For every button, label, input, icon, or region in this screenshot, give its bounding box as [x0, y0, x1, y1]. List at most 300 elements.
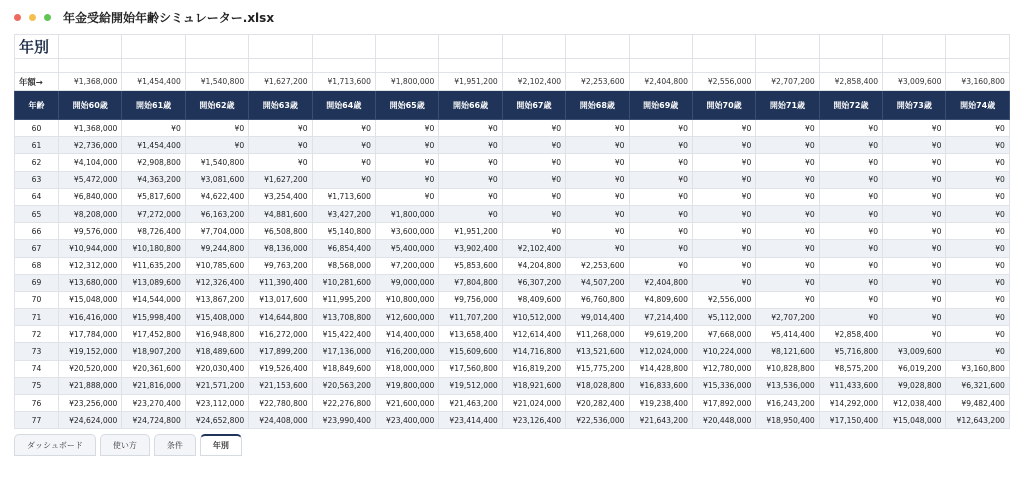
cumulative-amount-cell[interactable]: ¥0 — [312, 137, 375, 154]
cumulative-amount-cell[interactable]: ¥18,950,400 — [756, 412, 819, 429]
cumulative-amount-cell[interactable]: ¥5,400,000 — [375, 240, 438, 257]
cumulative-amount-cell[interactable]: ¥12,600,000 — [375, 309, 438, 326]
empty-cell[interactable] — [185, 59, 248, 73]
cumulative-amount-cell[interactable]: ¥15,408,000 — [185, 309, 248, 326]
cumulative-amount-cell[interactable]: ¥0 — [502, 205, 565, 222]
cumulative-amount-cell[interactable]: ¥2,404,800 — [629, 274, 692, 291]
empty-cell[interactable] — [249, 35, 312, 59]
start-age-header[interactable]: 開始65歳 — [375, 91, 438, 120]
cumulative-amount-cell[interactable]: ¥19,526,400 — [249, 360, 312, 377]
cumulative-amount-cell[interactable]: ¥0 — [883, 120, 946, 137]
cumulative-amount-cell[interactable]: ¥0 — [946, 291, 1009, 308]
cumulative-amount-cell[interactable]: ¥0 — [375, 171, 438, 188]
minimize-window-button[interactable] — [29, 14, 36, 21]
cumulative-amount-cell[interactable]: ¥0 — [629, 154, 692, 171]
cumulative-amount-cell[interactable]: ¥21,888,000 — [59, 377, 122, 394]
cumulative-amount-cell[interactable]: ¥7,804,800 — [439, 274, 502, 291]
cumulative-amount-cell[interactable]: ¥0 — [946, 137, 1009, 154]
cumulative-amount-cell[interactable]: ¥0 — [883, 326, 946, 343]
age-cell[interactable]: 68 — [15, 257, 59, 274]
cumulative-amount-cell[interactable]: ¥8,121,600 — [756, 343, 819, 360]
cumulative-amount-cell[interactable]: ¥0 — [122, 120, 185, 137]
cumulative-amount-cell[interactable]: ¥0 — [502, 137, 565, 154]
cumulative-amount-cell[interactable]: ¥14,428,800 — [629, 360, 692, 377]
cumulative-amount-cell[interactable]: ¥0 — [946, 326, 1009, 343]
cumulative-amount-cell[interactable]: ¥0 — [566, 223, 629, 240]
empty-cell[interactable] — [122, 59, 185, 73]
cumulative-amount-cell[interactable]: ¥0 — [756, 137, 819, 154]
cumulative-amount-cell[interactable]: ¥0 — [692, 154, 755, 171]
cumulative-amount-cell[interactable]: ¥0 — [883, 274, 946, 291]
cumulative-amount-cell[interactable]: ¥0 — [883, 257, 946, 274]
cumulative-amount-cell[interactable]: ¥0 — [566, 188, 629, 205]
cumulative-amount-cell[interactable]: ¥7,214,400 — [629, 309, 692, 326]
annual-amount-cell[interactable]: ¥2,556,000 — [692, 73, 755, 91]
age-cell[interactable]: 74 — [15, 360, 59, 377]
cumulative-amount-cell[interactable]: ¥1,540,800 — [185, 154, 248, 171]
cumulative-amount-cell[interactable]: ¥15,998,400 — [122, 309, 185, 326]
cumulative-amount-cell[interactable]: ¥15,775,200 — [566, 360, 629, 377]
cumulative-amount-cell[interactable]: ¥0 — [883, 171, 946, 188]
cumulative-amount-cell[interactable]: ¥13,680,000 — [59, 274, 122, 291]
sheet-tab[interactable]: 使い方 — [100, 434, 150, 456]
cumulative-amount-cell[interactable]: ¥0 — [946, 205, 1009, 222]
cumulative-amount-cell[interactable]: ¥23,400,000 — [375, 412, 438, 429]
cumulative-amount-cell[interactable]: ¥0 — [819, 137, 882, 154]
annual-amount-cell[interactable]: ¥3,009,600 — [883, 73, 946, 91]
cumulative-amount-cell[interactable]: ¥17,784,000 — [59, 326, 122, 343]
cumulative-amount-cell[interactable]: ¥4,204,800 — [502, 257, 565, 274]
start-age-header[interactable]: 開始74歳 — [946, 91, 1009, 120]
cumulative-amount-cell[interactable]: ¥7,272,000 — [122, 205, 185, 222]
cumulative-amount-cell[interactable]: ¥0 — [566, 205, 629, 222]
annual-label-cell[interactable]: 年額→ — [15, 73, 59, 91]
cumulative-amount-cell[interactable]: ¥20,563,200 — [312, 377, 375, 394]
cumulative-amount-cell[interactable]: ¥0 — [439, 137, 502, 154]
empty-cell[interactable] — [692, 35, 755, 59]
cumulative-amount-cell[interactable]: ¥21,463,200 — [439, 395, 502, 412]
cumulative-amount-cell[interactable]: ¥0 — [629, 171, 692, 188]
cumulative-amount-cell[interactable]: ¥13,708,800 — [312, 309, 375, 326]
cumulative-amount-cell[interactable]: ¥3,160,800 — [946, 360, 1009, 377]
cumulative-amount-cell[interactable]: ¥0 — [439, 154, 502, 171]
start-age-header[interactable]: 開始69歳 — [629, 91, 692, 120]
cumulative-amount-cell[interactable]: ¥3,600,000 — [375, 223, 438, 240]
cumulative-amount-cell[interactable]: ¥0 — [629, 205, 692, 222]
empty-cell[interactable] — [819, 59, 882, 73]
cumulative-amount-cell[interactable]: ¥0 — [819, 274, 882, 291]
cumulative-amount-cell[interactable]: ¥0 — [375, 154, 438, 171]
cumulative-amount-cell[interactable]: ¥0 — [946, 188, 1009, 205]
cumulative-amount-cell[interactable]: ¥5,817,600 — [122, 188, 185, 205]
cumulative-amount-cell[interactable]: ¥8,136,000 — [249, 240, 312, 257]
cumulative-amount-cell[interactable]: ¥0 — [756, 274, 819, 291]
maximize-window-button[interactable] — [44, 14, 51, 21]
cumulative-amount-cell[interactable]: ¥0 — [946, 257, 1009, 274]
cumulative-amount-cell[interactable]: ¥17,560,800 — [439, 360, 502, 377]
age-cell[interactable]: 60 — [15, 120, 59, 137]
cumulative-amount-cell[interactable]: ¥14,716,800 — [502, 343, 565, 360]
cumulative-amount-cell[interactable]: ¥15,048,000 — [883, 412, 946, 429]
cumulative-amount-cell[interactable]: ¥0 — [883, 188, 946, 205]
cumulative-amount-cell[interactable]: ¥19,800,000 — [375, 377, 438, 394]
cumulative-amount-cell[interactable]: ¥6,307,200 — [502, 274, 565, 291]
empty-cell[interactable] — [312, 59, 375, 73]
cumulative-amount-cell[interactable]: ¥0 — [819, 120, 882, 137]
start-age-header[interactable]: 開始61歳 — [122, 91, 185, 120]
cumulative-amount-cell[interactable]: ¥7,200,000 — [375, 257, 438, 274]
cumulative-amount-cell[interactable]: ¥7,704,000 — [185, 223, 248, 240]
cumulative-amount-cell[interactable]: ¥4,809,600 — [629, 291, 692, 308]
cumulative-amount-cell[interactable]: ¥13,017,600 — [249, 291, 312, 308]
cumulative-amount-cell[interactable]: ¥9,756,000 — [439, 291, 502, 308]
cumulative-amount-cell[interactable]: ¥0 — [692, 223, 755, 240]
cumulative-amount-cell[interactable]: ¥20,361,600 — [122, 360, 185, 377]
sheet-tab[interactable]: 年別 — [200, 434, 242, 456]
annual-amount-cell[interactable]: ¥2,253,600 — [566, 73, 629, 91]
empty-cell[interactable] — [756, 59, 819, 73]
empty-cell[interactable] — [629, 35, 692, 59]
annual-amount-cell[interactable]: ¥3,160,800 — [946, 73, 1009, 91]
cumulative-amount-cell[interactable]: ¥0 — [629, 223, 692, 240]
cumulative-amount-cell[interactable]: ¥5,140,800 — [312, 223, 375, 240]
cumulative-amount-cell[interactable]: ¥0 — [692, 171, 755, 188]
cumulative-amount-cell[interactable]: ¥5,472,000 — [59, 171, 122, 188]
age-cell[interactable]: 61 — [15, 137, 59, 154]
cumulative-amount-cell[interactable]: ¥5,716,800 — [819, 343, 882, 360]
cumulative-amount-cell[interactable]: ¥0 — [502, 154, 565, 171]
cumulative-amount-cell[interactable]: ¥1,454,400 — [122, 137, 185, 154]
cumulative-amount-cell[interactable]: ¥3,254,400 — [249, 188, 312, 205]
empty-cell[interactable] — [629, 59, 692, 73]
cumulative-amount-cell[interactable]: ¥4,363,200 — [122, 171, 185, 188]
annual-amount-cell[interactable]: ¥2,707,200 — [756, 73, 819, 91]
cumulative-amount-cell[interactable]: ¥0 — [819, 171, 882, 188]
cumulative-amount-cell[interactable]: ¥9,763,200 — [249, 257, 312, 274]
empty-cell[interactable] — [439, 35, 502, 59]
cumulative-amount-cell[interactable]: ¥0 — [502, 188, 565, 205]
cumulative-amount-cell[interactable]: ¥0 — [946, 240, 1009, 257]
cumulative-amount-cell[interactable]: ¥14,292,000 — [819, 395, 882, 412]
empty-cell[interactable] — [249, 59, 312, 73]
cumulative-amount-cell[interactable]: ¥6,163,200 — [185, 205, 248, 222]
cumulative-amount-cell[interactable]: ¥0 — [185, 120, 248, 137]
cumulative-amount-cell[interactable]: ¥2,858,400 — [819, 326, 882, 343]
cumulative-amount-cell[interactable]: ¥0 — [439, 171, 502, 188]
annual-amount-cell[interactable]: ¥1,800,000 — [375, 73, 438, 91]
empty-cell[interactable] — [946, 35, 1009, 59]
cumulative-amount-cell[interactable]: ¥0 — [756, 240, 819, 257]
cumulative-amount-cell[interactable]: ¥24,624,000 — [59, 412, 122, 429]
cumulative-amount-cell[interactable]: ¥0 — [185, 137, 248, 154]
start-age-header[interactable]: 開始71歳 — [756, 91, 819, 120]
cumulative-amount-cell[interactable]: ¥21,600,000 — [375, 395, 438, 412]
cumulative-amount-cell[interactable]: ¥20,030,400 — [185, 360, 248, 377]
cumulative-amount-cell[interactable]: ¥0 — [566, 154, 629, 171]
empty-cell[interactable] — [59, 59, 122, 73]
cumulative-amount-cell[interactable]: ¥6,760,800 — [566, 291, 629, 308]
cumulative-amount-cell[interactable]: ¥22,276,800 — [312, 395, 375, 412]
cumulative-amount-cell[interactable]: ¥15,422,400 — [312, 326, 375, 343]
cumulative-amount-cell[interactable]: ¥12,780,000 — [692, 360, 755, 377]
cumulative-amount-cell[interactable]: ¥8,726,400 — [122, 223, 185, 240]
cumulative-amount-cell[interactable]: ¥8,409,600 — [502, 291, 565, 308]
cumulative-amount-cell[interactable]: ¥2,707,200 — [756, 309, 819, 326]
empty-cell[interactable] — [692, 59, 755, 73]
cumulative-amount-cell[interactable]: ¥21,816,000 — [122, 377, 185, 394]
cumulative-amount-cell[interactable]: ¥18,907,200 — [122, 343, 185, 360]
cumulative-amount-cell[interactable]: ¥5,112,000 — [692, 309, 755, 326]
cumulative-amount-cell[interactable]: ¥20,282,400 — [566, 395, 629, 412]
cumulative-amount-cell[interactable]: ¥14,544,000 — [122, 291, 185, 308]
empty-cell[interactable] — [122, 35, 185, 59]
cumulative-amount-cell[interactable]: ¥11,268,000 — [566, 326, 629, 343]
cumulative-amount-cell[interactable]: ¥0 — [502, 171, 565, 188]
cumulative-amount-cell[interactable]: ¥0 — [566, 137, 629, 154]
cumulative-amount-cell[interactable]: ¥6,019,200 — [883, 360, 946, 377]
start-age-header[interactable]: 開始73歳 — [883, 91, 946, 120]
cumulative-amount-cell[interactable]: ¥0 — [946, 120, 1009, 137]
empty-cell[interactable] — [375, 59, 438, 73]
cumulative-amount-cell[interactable]: ¥0 — [375, 188, 438, 205]
cumulative-amount-cell[interactable]: ¥9,000,000 — [375, 274, 438, 291]
empty-cell[interactable] — [883, 59, 946, 73]
cumulative-amount-cell[interactable]: ¥0 — [946, 171, 1009, 188]
cumulative-amount-cell[interactable]: ¥2,736,000 — [59, 137, 122, 154]
cumulative-amount-cell[interactable]: ¥7,668,000 — [692, 326, 755, 343]
cumulative-amount-cell[interactable]: ¥0 — [946, 343, 1009, 360]
empty-cell[interactable] — [312, 35, 375, 59]
start-age-header[interactable]: 開始66歳 — [439, 91, 502, 120]
cumulative-amount-cell[interactable]: ¥0 — [692, 188, 755, 205]
cumulative-amount-cell[interactable]: ¥16,948,800 — [185, 326, 248, 343]
cumulative-amount-cell[interactable]: ¥11,635,200 — [122, 257, 185, 274]
cumulative-amount-cell[interactable]: ¥0 — [692, 257, 755, 274]
cumulative-amount-cell[interactable]: ¥23,990,400 — [312, 412, 375, 429]
age-cell[interactable]: 66 — [15, 223, 59, 240]
cumulative-amount-cell[interactable]: ¥3,081,600 — [185, 171, 248, 188]
cumulative-amount-cell[interactable]: ¥0 — [883, 291, 946, 308]
cumulative-amount-cell[interactable]: ¥23,256,000 — [59, 395, 122, 412]
age-header[interactable]: 年齢 — [15, 91, 59, 120]
start-age-header[interactable]: 開始68歳 — [566, 91, 629, 120]
cumulative-amount-cell[interactable]: ¥19,238,400 — [629, 395, 692, 412]
cumulative-amount-cell[interactable]: ¥15,609,600 — [439, 343, 502, 360]
cumulative-amount-cell[interactable]: ¥9,482,400 — [946, 395, 1009, 412]
cumulative-amount-cell[interactable]: ¥0 — [883, 154, 946, 171]
age-cell[interactable]: 72 — [15, 326, 59, 343]
cumulative-amount-cell[interactable]: ¥20,520,000 — [59, 360, 122, 377]
empty-cell[interactable] — [375, 35, 438, 59]
cumulative-amount-cell[interactable]: ¥18,849,600 — [312, 360, 375, 377]
close-window-button[interactable] — [14, 14, 21, 21]
cumulative-amount-cell[interactable]: ¥19,152,000 — [59, 343, 122, 360]
cumulative-amount-cell[interactable]: ¥0 — [819, 154, 882, 171]
cumulative-amount-cell[interactable]: ¥6,840,000 — [59, 188, 122, 205]
cumulative-amount-cell[interactable]: ¥10,281,600 — [312, 274, 375, 291]
cumulative-amount-cell[interactable]: ¥3,009,600 — [883, 343, 946, 360]
cumulative-amount-cell[interactable]: ¥11,390,400 — [249, 274, 312, 291]
age-cell[interactable]: 64 — [15, 188, 59, 205]
cumulative-amount-cell[interactable]: ¥4,881,600 — [249, 205, 312, 222]
cumulative-amount-cell[interactable]: ¥10,180,800 — [122, 240, 185, 257]
cumulative-amount-cell[interactable]: ¥0 — [756, 171, 819, 188]
cumulative-amount-cell[interactable]: ¥0 — [819, 240, 882, 257]
cumulative-amount-cell[interactable]: ¥9,244,800 — [185, 240, 248, 257]
cumulative-amount-cell[interactable]: ¥13,536,000 — [756, 377, 819, 394]
cumulative-amount-cell[interactable]: ¥0 — [566, 120, 629, 137]
cumulative-amount-cell[interactable]: ¥10,800,000 — [375, 291, 438, 308]
cumulative-amount-cell[interactable]: ¥23,414,400 — [439, 412, 502, 429]
cumulative-amount-cell[interactable]: ¥8,575,200 — [819, 360, 882, 377]
cumulative-amount-cell[interactable]: ¥4,104,000 — [59, 154, 122, 171]
cumulative-amount-cell[interactable]: ¥9,619,200 — [629, 326, 692, 343]
cumulative-amount-cell[interactable]: ¥18,489,600 — [185, 343, 248, 360]
age-cell[interactable]: 69 — [15, 274, 59, 291]
cumulative-amount-cell[interactable]: ¥0 — [946, 274, 1009, 291]
cumulative-amount-cell[interactable]: ¥2,908,800 — [122, 154, 185, 171]
cumulative-amount-cell[interactable]: ¥16,819,200 — [502, 360, 565, 377]
cumulative-amount-cell[interactable]: ¥16,416,000 — [59, 309, 122, 326]
cumulative-amount-cell[interactable]: ¥0 — [756, 154, 819, 171]
cumulative-amount-cell[interactable]: ¥17,899,200 — [249, 343, 312, 360]
age-cell[interactable]: 63 — [15, 171, 59, 188]
cumulative-amount-cell[interactable]: ¥17,150,400 — [819, 412, 882, 429]
cumulative-amount-cell[interactable]: ¥0 — [502, 223, 565, 240]
cumulative-amount-cell[interactable]: ¥0 — [819, 205, 882, 222]
age-cell[interactable]: 65 — [15, 205, 59, 222]
cumulative-amount-cell[interactable]: ¥0 — [249, 154, 312, 171]
cumulative-amount-cell[interactable]: ¥21,571,200 — [185, 377, 248, 394]
cumulative-amount-cell[interactable]: ¥17,452,800 — [122, 326, 185, 343]
sheet-tab[interactable]: ダッシュボード — [14, 434, 96, 456]
cumulative-amount-cell[interactable]: ¥21,153,600 — [249, 377, 312, 394]
cumulative-amount-cell[interactable]: ¥0 — [946, 309, 1009, 326]
annual-amount-cell[interactable]: ¥1,454,400 — [122, 73, 185, 91]
annual-amount-cell[interactable]: ¥1,368,000 — [59, 73, 122, 91]
cumulative-amount-cell[interactable]: ¥22,780,800 — [249, 395, 312, 412]
cumulative-amount-cell[interactable]: ¥0 — [819, 188, 882, 205]
start-age-header[interactable]: 開始67歳 — [502, 91, 565, 120]
cumulative-amount-cell[interactable]: ¥1,951,200 — [439, 223, 502, 240]
empty-cell[interactable] — [819, 35, 882, 59]
cumulative-amount-cell[interactable]: ¥12,326,400 — [185, 274, 248, 291]
cumulative-amount-cell[interactable]: ¥12,312,000 — [59, 257, 122, 274]
cumulative-amount-cell[interactable]: ¥3,427,200 — [312, 205, 375, 222]
cumulative-amount-cell[interactable]: ¥0 — [819, 223, 882, 240]
empty-cell[interactable] — [756, 35, 819, 59]
cumulative-amount-cell[interactable]: ¥3,902,400 — [439, 240, 502, 257]
cumulative-amount-cell[interactable]: ¥0 — [819, 257, 882, 274]
cumulative-amount-cell[interactable]: ¥0 — [883, 309, 946, 326]
age-cell[interactable]: 62 — [15, 154, 59, 171]
annual-amount-cell[interactable]: ¥1,713,600 — [312, 73, 375, 91]
start-age-header[interactable]: 開始64歳 — [312, 91, 375, 120]
annual-amount-cell[interactable]: ¥2,858,400 — [819, 73, 882, 91]
cumulative-amount-cell[interactable]: ¥0 — [946, 223, 1009, 240]
age-cell[interactable]: 73 — [15, 343, 59, 360]
cumulative-amount-cell[interactable]: ¥10,224,000 — [692, 343, 755, 360]
cumulative-amount-cell[interactable]: ¥0 — [756, 188, 819, 205]
cumulative-amount-cell[interactable]: ¥23,126,400 — [502, 412, 565, 429]
cumulative-amount-cell[interactable]: ¥21,024,000 — [502, 395, 565, 412]
cumulative-amount-cell[interactable]: ¥0 — [312, 171, 375, 188]
cumulative-amount-cell[interactable]: ¥18,921,600 — [502, 377, 565, 394]
empty-cell[interactable] — [566, 35, 629, 59]
cumulative-amount-cell[interactable]: ¥0 — [883, 137, 946, 154]
annual-amount-cell[interactable]: ¥1,627,200 — [249, 73, 312, 91]
age-cell[interactable]: 71 — [15, 309, 59, 326]
cumulative-amount-cell[interactable]: ¥0 — [312, 154, 375, 171]
cumulative-amount-cell[interactable]: ¥2,253,600 — [566, 257, 629, 274]
cumulative-amount-cell[interactable]: ¥11,995,200 — [312, 291, 375, 308]
cumulative-amount-cell[interactable]: ¥0 — [883, 223, 946, 240]
cumulative-amount-cell[interactable]: ¥1,800,000 — [375, 205, 438, 222]
annual-amount-cell[interactable]: ¥2,404,800 — [629, 73, 692, 91]
cumulative-amount-cell[interactable]: ¥15,336,000 — [692, 377, 755, 394]
cumulative-amount-cell[interactable]: ¥9,576,000 — [59, 223, 122, 240]
cumulative-amount-cell[interactable]: ¥4,622,400 — [185, 188, 248, 205]
cumulative-amount-cell[interactable]: ¥5,853,600 — [439, 257, 502, 274]
cumulative-amount-cell[interactable]: ¥0 — [692, 120, 755, 137]
cumulative-amount-cell[interactable]: ¥13,089,600 — [122, 274, 185, 291]
cumulative-amount-cell[interactable]: ¥16,200,000 — [375, 343, 438, 360]
cumulative-amount-cell[interactable]: ¥0 — [946, 154, 1009, 171]
cumulative-amount-cell[interactable]: ¥14,644,800 — [249, 309, 312, 326]
cumulative-amount-cell[interactable]: ¥21,643,200 — [629, 412, 692, 429]
cumulative-amount-cell[interactable]: ¥18,000,000 — [375, 360, 438, 377]
cumulative-amount-cell[interactable]: ¥6,854,400 — [312, 240, 375, 257]
cumulative-amount-cell[interactable]: ¥12,024,000 — [629, 343, 692, 360]
cumulative-amount-cell[interactable]: ¥12,038,400 — [883, 395, 946, 412]
cumulative-amount-cell[interactable]: ¥24,724,800 — [122, 412, 185, 429]
cumulative-amount-cell[interactable]: ¥14,400,000 — [375, 326, 438, 343]
empty-cell[interactable] — [566, 59, 629, 73]
cumulative-amount-cell[interactable]: ¥10,828,800 — [756, 360, 819, 377]
cumulative-amount-cell[interactable]: ¥17,892,000 — [692, 395, 755, 412]
cumulative-amount-cell[interactable]: ¥23,112,000 — [185, 395, 248, 412]
cumulative-amount-cell[interactable]: ¥0 — [439, 188, 502, 205]
age-cell[interactable]: 75 — [15, 377, 59, 394]
cumulative-amount-cell[interactable]: ¥1,368,000 — [59, 120, 122, 137]
cumulative-amount-cell[interactable]: ¥16,833,600 — [629, 377, 692, 394]
age-cell[interactable]: 77 — [15, 412, 59, 429]
cumulative-amount-cell[interactable]: ¥1,627,200 — [249, 171, 312, 188]
cumulative-amount-cell[interactable]: ¥0 — [629, 120, 692, 137]
empty-cell[interactable] — [439, 59, 502, 73]
cumulative-amount-cell[interactable]: ¥0 — [375, 120, 438, 137]
cumulative-amount-cell[interactable]: ¥0 — [249, 137, 312, 154]
cumulative-amount-cell[interactable]: ¥6,321,600 — [946, 377, 1009, 394]
cumulative-amount-cell[interactable]: ¥0 — [439, 120, 502, 137]
age-cell[interactable]: 70 — [15, 291, 59, 308]
cumulative-amount-cell[interactable]: ¥17,136,000 — [312, 343, 375, 360]
cumulative-amount-cell[interactable]: ¥13,658,400 — [439, 326, 502, 343]
cumulative-amount-cell[interactable]: ¥0 — [439, 205, 502, 222]
cumulative-amount-cell[interactable]: ¥0 — [629, 257, 692, 274]
sheet-title-cell[interactable]: 年別 — [15, 35, 59, 59]
cumulative-amount-cell[interactable]: ¥24,652,800 — [185, 412, 248, 429]
cumulative-amount-cell[interactable]: ¥0 — [566, 240, 629, 257]
age-cell[interactable]: 76 — [15, 395, 59, 412]
annual-amount-cell[interactable]: ¥2,102,400 — [502, 73, 565, 91]
cumulative-amount-cell[interactable]: ¥0 — [629, 240, 692, 257]
cumulative-amount-cell[interactable]: ¥5,414,400 — [756, 326, 819, 343]
cumulative-amount-cell[interactable]: ¥6,508,800 — [249, 223, 312, 240]
cumulative-amount-cell[interactable]: ¥0 — [756, 205, 819, 222]
cumulative-amount-cell[interactable]: ¥12,643,200 — [946, 412, 1009, 429]
empty-cell[interactable] — [502, 59, 565, 73]
